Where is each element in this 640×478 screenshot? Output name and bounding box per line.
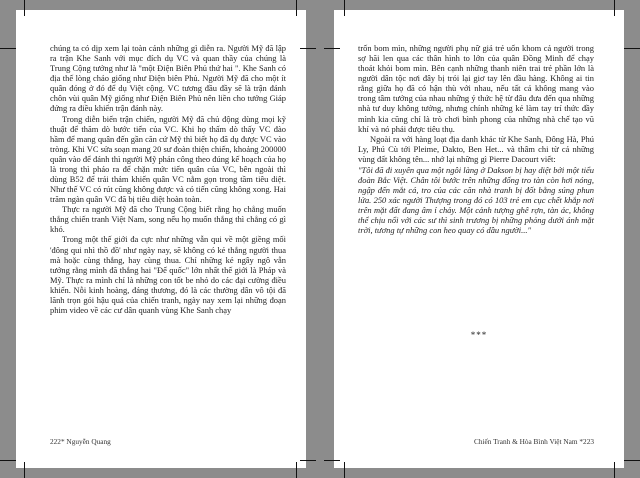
crop-mark (296, 0, 297, 16)
crop-mark (344, 0, 345, 16)
crop-mark (24, 462, 25, 478)
left-page (16, 10, 306, 468)
crop-mark (0, 460, 16, 461)
paragraph: Trong một thế giới đa cực như những vẫn qui về một giềng mối 'đông qui nhì thồ đồ' như ngày nay, sẽ không có kẻ thắng người thua mà hoặc cùng thắng, hay cùng thua. Chỉ những kẻ ngây ngô vẫn tưởng rằng mình đã thắng hai "Đế quốc" lớn nhất thế giới là Pháp và Mỹ. Thực ra mình chỉ là những con tốt be nhỏ do các đại cường điều khiển. Nỗi kinh hoàng, đáng thương, đó là các thường dân vô tội đã lãnh trọn gói hậu quả của chiến tranh, ngày nay xem lại những đoạn phim video về các cư dân quanh vùng Khe Sanh chạy (50, 234, 286, 316)
crop-mark (300, 460, 316, 461)
left-page-body (50, 43, 286, 428)
crop-mark (614, 462, 615, 478)
crop-mark (624, 48, 640, 49)
crop-mark (344, 462, 345, 478)
right-page-footer: Chiến Tranh & Hòa Bình Việt Nam *223 (473, 437, 594, 446)
crop-mark (0, 48, 16, 49)
crop-mark (324, 48, 340, 49)
paragraph: trốn bom mìn, những người phụ nữ giả trẻ uốn khom cả người trong sợ hãi len qua các thân hình to lớn của quân Đồng Minh để chạy thoát khỏi bom mìn. Bên cạnh những thanh niên trai trẻ phần lớn là người dân tộc nơi đây bị trói lại giơ tay lên đầu hàng. Không ai tin rằng giữa họ đã có hận thù với nhau, nếu tất cả không mang vào trong tâm tưởng của nhau những ý thức hệ từ đâu đưa đến qua những nhà tư duy không tưởng, nhưng chính những kẻ làm tay trí thức đầy mình kia cũng chỉ là trò chơi bình phong của những nhà chế tạo vũ khí và nó phải được tiêu thụ. (358, 43, 594, 134)
paragraph: Trong diễn biến trận chiến, người Mỹ đã chủ động dùng mọi kỹ thuật để thăm dò bước tiến của VC. Khi họ thấm dò thấy VC đào hầm để mang quân đến gần căn cứ Mỹ thì biết họ đã dụ được VC vào tròng. Khi VC sửa soạn mang 20 sư đoàn thiện chiến, khoảng 200000 quân vào để đánh thì người Mỹ phản công theo đúng kế hoạch của họ là trong thì pháo ra để chặn mức tiến quân của VC, bên ngoài thì dùng B52 để trải thảm khiến quân VC nằm gọn trong tầm tiêu diệt. Như thế VC có rút cũng không được và có tiến cũng không xong. Hai trăm ngàn quân VC đã bị tiêu diệt hoàn toàn. (50, 113, 286, 205)
quotation: "Tôi đã đi xuyên qua một ngôi làng ở Dakson bị hay diệt bởi một tiểu đoàn Bắc Việt. Chân tôi bước trên những đống tro tàn còn hơi nóng, ngập đến mắt cá, tro của các căn nhà tranh bị đốt bằng súng phun lửa. 250 xác người Thượng trong đó có 103 trẻ em cục chết khắp nơi trên mặt đất đang âm ỉ chảy. Một cảnh tượng ghê rợn, tàn ác, không thể chịu nổi với các sư thì sinh trương bị những phỏng dưới ánh mặt trời, tương tự những con heo quay có dầu người..." (358, 164, 594, 236)
crop-mark (614, 0, 615, 16)
crop-mark (300, 48, 316, 49)
paragraph: Thực ra người Mỹ đã cho Trung Cộng biết rằng họ chẳng muốn thắng chiến tranh Việt Nam, song nếu họ muốn thắng thì chẳng có gì khó. (50, 204, 286, 235)
paragraph: Ngoài ra với hàng loạt địa danh khác từ Khe Sanh, Đông Hà, Phú Ly, Phú Cù tới Pleime, Dakto, Ben Het... và thâm chi từ cả những vùng đất không tên... nhớ lại những gì Pierre Dacourt viết: (358, 133, 594, 164)
right-page-body (358, 43, 594, 428)
section-separator: *** (470, 330, 488, 340)
crop-mark (24, 0, 25, 16)
right-page (334, 10, 624, 468)
paragraph: chúng ta có dịp xem lại toàn cảnh những gì diễn ra. Người Mỹ đã lập ra trận Khe Sanh với mục đích dụ VC và quan thầy của chúng là Trung Cộng tưởng như là "một Điện Biên Phủ thứ hai ". Khe Sanh có địa thế lòng chảo giống như Điện biên Phủ. Người Mỹ đã cho một ít quân đóng ở đó để dụ Việt cộng. VC tương đầu đầy sẽ là trận đánh chôn vùi quân Mỹ giống như Điện Biên Phủ nên liền cho tướng Giáp đứng ra điều khiển trận đánh này. (50, 43, 286, 114)
crop-mark (324, 460, 340, 461)
left-page-footer: 222* Nguyễn Quang (50, 437, 111, 446)
crop-mark (624, 460, 640, 461)
crop-mark (296, 462, 297, 478)
